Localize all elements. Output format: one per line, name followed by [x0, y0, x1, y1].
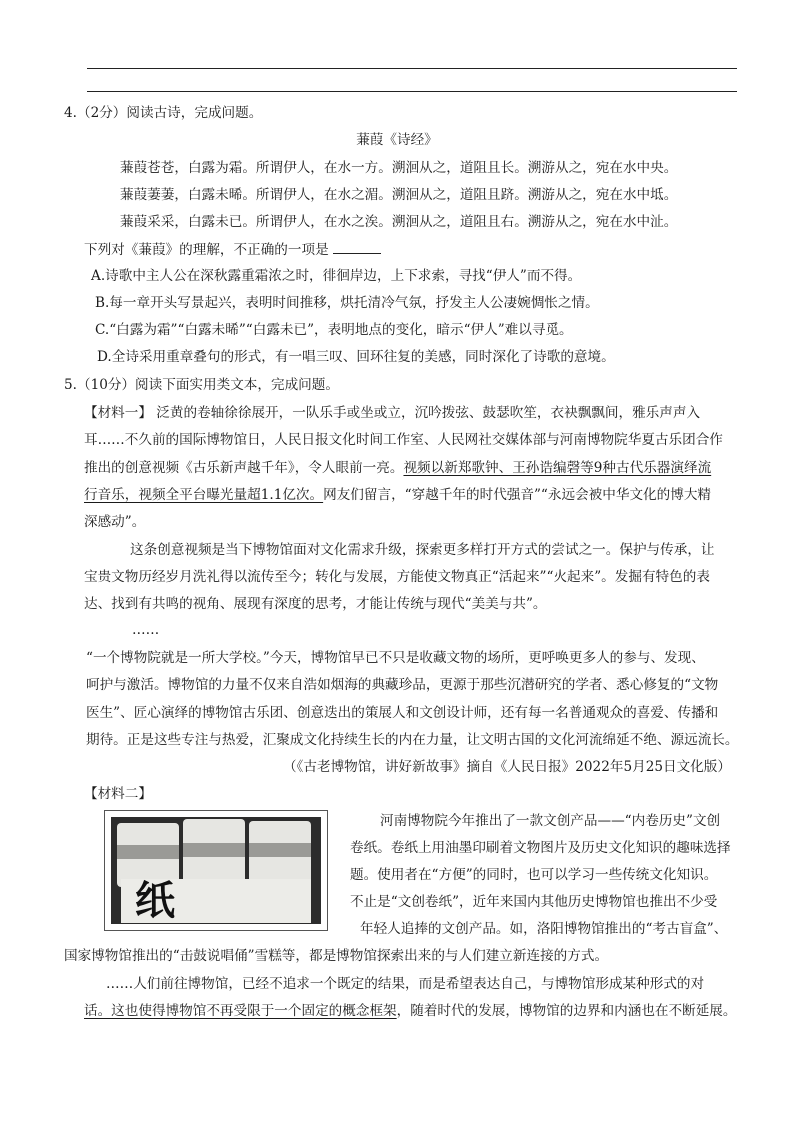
option-d: D.全诗采用重章叠句的形式，有一唱三叹、回环往复的美感，同时深化了诗歌的意境。	[97, 349, 615, 365]
q4-question-text: 下列对《蒹葭》的理解，不正确的一项是	[84, 242, 329, 258]
material2-right-3: 题。使用者在“方便”的同时，也可以学习一些传统文化知识。	[350, 867, 718, 883]
roll-3	[249, 821, 311, 887]
material2-right-4: 不止是“文创卷纸”，近年来国内其他历史博物馆也推出不少受	[350, 894, 718, 910]
option-c: C.“白露为霜”“白露未晞”“白露未已”，表明地点的变化，暗示“伊人”难以寻觅。	[95, 322, 573, 338]
material1-line-2: 耳……不久前的国际博物馆日，人民日报文化时间工作室、人民网社交媒体部与河南博物院华夏古乐团合作	[84, 432, 723, 448]
material1-line-1: 【材料一】 泛黄的卷轴徐徐展开，一队乐手或坐或立，沉吟拨弦、鼓瑟吹笙，衣袂飘飘间，雅乐声声入	[84, 405, 701, 421]
material1-line-4	[84, 487, 711, 503]
material2-full-3	[84, 1003, 737, 1019]
q5-stem: 5.（10分）阅读下面实用类文本，完成问题。	[64, 377, 339, 393]
poem-line-2: 蒹葭萋萋，白露未晞。所谓伊人，在水之湄。溯洄从之，道阻且跻。溯游从之，宛在水中坻。	[120, 187, 678, 203]
ellipsis: ……	[132, 622, 160, 638]
product-photo	[104, 810, 328, 931]
underlined-sentence-part1: 视频以新郑歌钟、王孙诰编磬等9种古代乐器演绎流	[403, 460, 712, 476]
poem-line-1: 蒹葭苍苍，白露为霜。所谓伊人，在水一方。溯洄从之，道阻且长。溯游从之，宛在水中央。	[120, 160, 678, 176]
material2-full-2: ……人们前往博物馆，已经不追求一个既定的结果，而是希望表达自己，与博物馆形成某种形式的对	[106, 976, 705, 992]
material2-right-2: 卷纸。卷纸上用油墨印刷着文物图片及历史文化知识的趣味选择	[350, 840, 731, 856]
paper-character: 纸	[135, 877, 175, 924]
material2-full-1: 国家博物馆推出的“击鼓说唱俑”雪糕等，都是博物馆探索出来的与人们建立新连接的方式。	[64, 948, 609, 964]
toilet-paper-rolls-image	[111, 817, 321, 924]
paragraph2-line-3: 达、找到有共鸣的视角、展现有深度的思考，才能让传统与现代“美美与共”。	[84, 596, 547, 612]
paragraph2-line-1: 这条创意视频是当下博物馆面对文化需求升级，探索更多样打开方式的尝试之一。保护与传承，让	[130, 542, 715, 558]
paragraph3-line-3: 医生”、匠心演绎的博物馆古乐团、创意迭出的策展人和文创设计师，还有每一名普通观众的喜爱、传播和	[86, 705, 719, 721]
underlined-sentence-material2: 话。这也使得博物馆不再受限于一个固定的概念框架	[84, 1003, 397, 1019]
roll-2	[183, 819, 245, 887]
option-a: A.诗歌中主人公在深秋露重霜浓之时，徘徊岸边，上下求索，寻找“伊人”而不得。	[91, 268, 582, 284]
poem-title: 蒹葭《诗经》	[356, 132, 438, 148]
second-rule	[87, 91, 737, 92]
material2-right-1: 河南博物院今年推出了一款文创产品——“内卷历史”文创	[380, 813, 721, 829]
material1-line-5: 深感动”。	[84, 514, 146, 530]
underlined-sentence-part2: 行音乐，视频全平台曝光量超1.1亿次。	[84, 487, 324, 503]
material2-label: 【材料二】	[84, 786, 152, 802]
paragraph2-line-2: 宝贵文物历经岁月洗礼得以流传至今；转化与发展，方能使文物真正“活起来”“火起来”。发掘有特色的表	[84, 569, 710, 585]
material1-line-3	[84, 460, 711, 476]
option-b: B.每一章开头写景起兴，表明时间推移，烘托清冷气氛，抒发主人公凄婉惆怅之情。	[95, 295, 599, 311]
material1-line-3-text: 推出的创意视频《古乐新声越千年》，令人眼前一亮。	[84, 460, 404, 476]
paragraph3-line-1: “一个博物院就是一所大学校。”今天，博物馆早已不只是收藏文物的场所，更呼唤更多人的参与、发现、	[86, 650, 705, 666]
q4-stem: 4.（2分）阅读古诗，完成问题。	[64, 105, 263, 121]
poem-line-3: 蒹葭采采，白露未已。所谓伊人，在水之涘。溯洄从之，道阻且右。溯游从之，宛在水中沚。	[120, 214, 678, 230]
material1-line-4-text: 网友们留言，“穿越千年的时代强音”“永远会被中华文化的博大精	[323, 487, 712, 503]
top-rule	[87, 68, 737, 69]
material2-full-3-text: ，随着时代的发展，博物馆的边界和内涵也在不断延展。	[396, 1003, 737, 1019]
paragraph3-line-2: 呵护与激活。博物馆的力量不仅来自浩如烟海的典藏珍品，更源于那些沉潜研究的学者、悉心修复的“文物	[86, 677, 719, 693]
q4-question	[84, 241, 381, 258]
material2-right-5: 年轻人追捧的文创产品。如，洛阳博物馆推出的“考古盲盒”、	[360, 921, 728, 937]
source-citation: （《古老博物馆，讲好新故事》摘自《人民日报》2022年5月25日文化版）	[283, 759, 731, 775]
answer-blank	[333, 241, 381, 254]
paragraph3-line-4: 期待。正是这些专注与热爱，汇聚成文化持续生长的内在力量，让文明古国的文化河流绵延不绝、源远流长。	[86, 732, 739, 748]
